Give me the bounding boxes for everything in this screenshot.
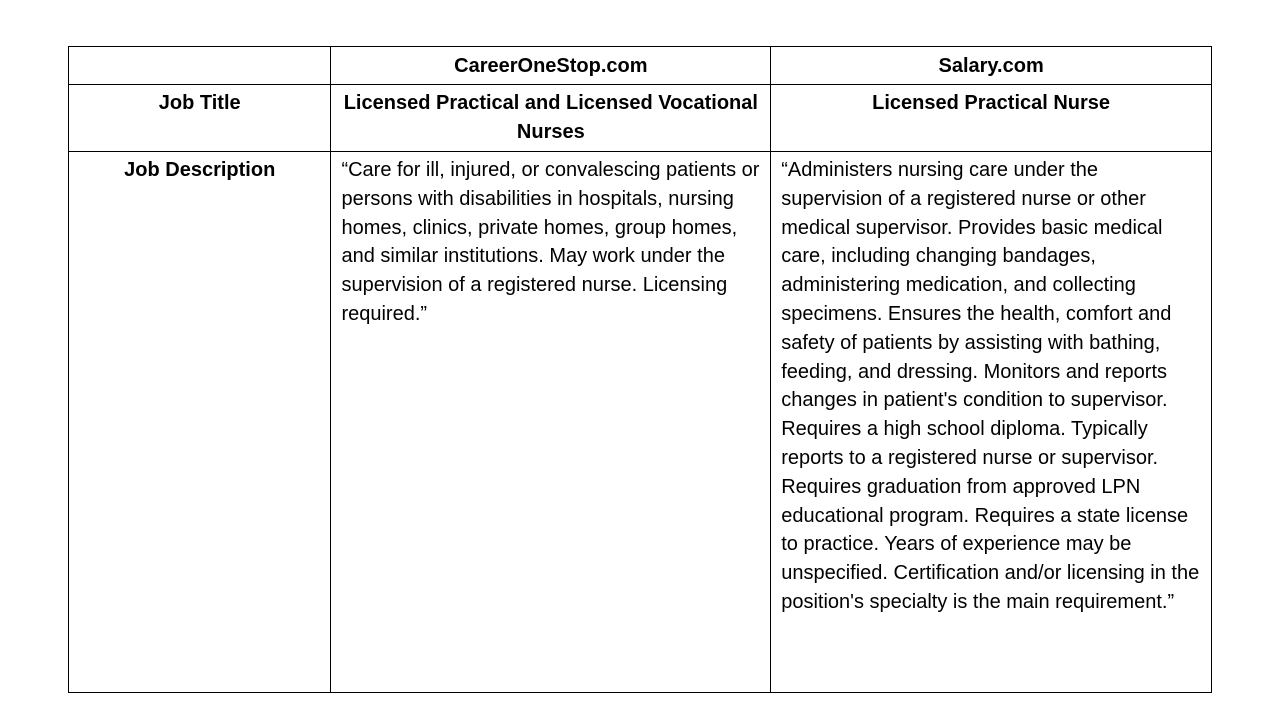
header-salary: Salary.com	[771, 47, 1212, 85]
job-description-label: Job Description	[69, 152, 331, 693]
header-row	[69, 47, 1212, 85]
job-description-careeronestop-cell	[331, 152, 771, 693]
job-description-salary: “Administers nursing care under the supervision of a registered nurse or other medical supervisor. Provides basic medical care, including changing bandages, administering medication, and collecting specimens. Ensures the health, comfort and safety of patients by assisting with bathing, feeding, and dressing. Monitors and reports changes in patient's condition to supervisor. Requires a high school diploma. Typically reports to a registered nurse or supervisor. Requires graduation from approved LPN educational program. Requires a state license to practice. Years of experience may be unspecified. Certification and/or licensing in the position's specialty is the main requirement.”	[781, 159, 1200, 613]
comparison-table	[68, 46, 1212, 693]
job-title-row	[69, 85, 1212, 152]
header-empty-cell	[69, 47, 331, 85]
header-careeronestop: CareerOneStop.com	[331, 47, 771, 85]
job-description-row	[69, 152, 1212, 693]
job-title-label: Job Title	[69, 85, 331, 152]
job-description-salary-cell	[771, 152, 1212, 693]
job-description-careeronestop: “Care for ill, injured, or convalescing patients or persons with disabilities in hospitals, nursing homes, clinics, private homes, group homes, and similar institutions. May work under the supervision of a registered nurse. Licensing required.”	[341, 159, 760, 325]
job-title-salary: Licensed Practical Nurse	[771, 85, 1212, 152]
job-title-careeronestop: Licensed Practical and Licensed Vocational Nurses	[331, 85, 771, 152]
